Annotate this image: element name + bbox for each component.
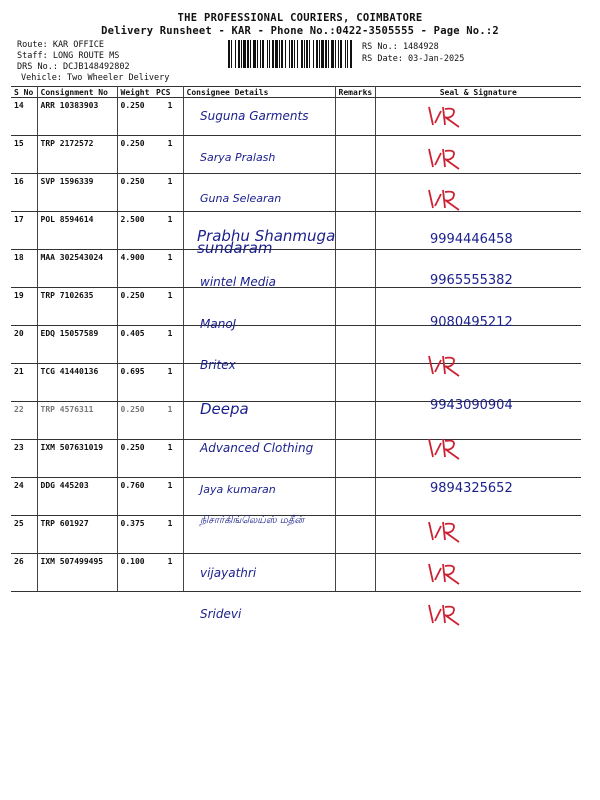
row-sno: 15 [11, 136, 37, 174]
handwritten-consignee: Jaya kumaran [200, 482, 276, 496]
seal-signature [425, 560, 465, 591]
row-pcs: 1 [153, 554, 183, 592]
seal-signature: 9943090904 [430, 397, 513, 413]
signature-scribble-icon [425, 560, 465, 586]
handwritten-consignee: vijayathri [200, 565, 257, 580]
row-weight: 0.250 [117, 402, 153, 440]
rs-date: RS Date: 03-Jan-2025 [362, 54, 465, 64]
row-weight: 0.375 [117, 516, 153, 554]
row-pcs: 1 [153, 516, 183, 554]
row-sno: 17 [11, 212, 37, 250]
seal-signature [425, 435, 465, 466]
row-weight: 0.695 [117, 364, 153, 402]
row-sno: 22 [11, 402, 37, 440]
col-header-weight: Weight [117, 87, 153, 98]
row-sno: 23 [11, 440, 37, 478]
route-label: Route: KAR OFFICE [17, 40, 104, 50]
handwritten-consignee: Britex [200, 358, 236, 372]
row-pcs: 1 [153, 326, 183, 364]
handwritten-consignee: Prabhu Shanmuga sundaram [197, 226, 336, 257]
seal-signature [425, 518, 465, 549]
row-consignment-no: TRP 601927 [37, 516, 117, 554]
handwritten-consignee: Deepa [200, 399, 249, 418]
row-weight: 0.250 [117, 288, 153, 326]
row-consignment-no: EDQ 15057589 [37, 326, 117, 364]
row-sno: 26 [11, 554, 37, 592]
signature-scribble-icon [425, 601, 465, 627]
row-sno: 16 [11, 174, 37, 212]
row-pcs: 1 [153, 478, 183, 516]
row-weight: 0.100 [117, 554, 153, 592]
col-header-consignment: Consignment No [37, 87, 117, 98]
signature-scribble-icon [425, 103, 465, 129]
signature-scribble-icon [425, 435, 465, 461]
signature-scribble-icon [425, 186, 465, 212]
row-weight: 0.250 [117, 136, 153, 174]
signature-scribble-icon [425, 352, 465, 378]
col-header-consignee: Consignee Details [183, 87, 335, 98]
row-sno: 14 [11, 98, 37, 136]
row-pcs: 1 [153, 288, 183, 326]
row-consignment-no: MAA 302543024 [37, 250, 117, 288]
col-header-remarks: Remarks [335, 87, 375, 98]
row-consignment-no: TRP 2172572 [37, 136, 117, 174]
row-pcs: 1 [153, 402, 183, 440]
handwritten-consignee: நிசார்கிங்லெய்ஸ் மதீன் [200, 515, 305, 526]
signature-scribble-icon [425, 518, 465, 544]
row-pcs: 1 [153, 440, 183, 478]
row-weight: 0.250 [117, 174, 153, 212]
row-consignment-no: SVP 1596339 [37, 174, 117, 212]
handwritten-consignee: Sridevi [200, 607, 242, 621]
seal-signature: 9080495212 [430, 314, 513, 330]
row-weight: 0.405 [117, 326, 153, 364]
row-consignment-no: ARR 10383903 [37, 98, 117, 136]
row-pcs: 1 [153, 136, 183, 174]
row-pcs: 1 [153, 212, 183, 250]
row-weight: 0.250 [117, 98, 153, 136]
row-sno: 18 [11, 250, 37, 288]
staff-label: Staff: LONG ROUTE MS [17, 51, 120, 61]
row-consignment-no: TRP 7102635 [37, 288, 117, 326]
row-consignment-no: POL 8594614 [37, 212, 117, 250]
row-pcs: 1 [153, 174, 183, 212]
row-consignment-no: TRP 4576311 [37, 402, 117, 440]
runsheet-title: Delivery Runsheet - KAR - Phone No.:0422-3505555 - Page No.:2 [101, 25, 499, 37]
col-header-seal: Seal & Signature [375, 87, 581, 98]
seal-signature [425, 352, 465, 383]
seal-signature: 9994446458 [430, 231, 513, 247]
seal-signature [425, 145, 465, 176]
handwritten-consignee: Guna Selearan [200, 192, 282, 205]
seal-signature: 9965555382 [430, 273, 513, 288]
row-consignment-no: IXM 507631019 [37, 440, 117, 478]
signature-scribble-icon [425, 145, 465, 171]
row-consignment-no: DDG 445203 [37, 478, 117, 516]
seal-signature [425, 186, 465, 217]
seal-signature [425, 601, 465, 632]
row-pcs: 1 [153, 364, 183, 402]
seal-signature: 9894325652 [430, 480, 513, 496]
row-sno: 24 [11, 478, 37, 516]
handwritten-consignee: wintel Media [200, 275, 277, 289]
row-weight: 2.500 [117, 212, 153, 250]
handwritten-consignee: Suguna Garments [200, 109, 309, 123]
handwritten-consignee: ManoJ [200, 316, 237, 331]
handwritten-consignee: Advanced Clothing [200, 441, 314, 455]
col-header-sno: S No [11, 87, 37, 98]
rs-number: RS No.: 1484928 [362, 42, 439, 52]
row-weight: 4.900 [117, 250, 153, 288]
row-sno: 19 [11, 288, 37, 326]
drs-number: DRS No.: DCJB148492802 [17, 62, 130, 72]
row-weight: 0.760 [117, 478, 153, 516]
row-consignment-no: TCG 41440136 [37, 364, 117, 402]
row-weight: 0.250 [117, 440, 153, 478]
row-sno: 21 [11, 364, 37, 402]
row-pcs: 1 [153, 98, 183, 136]
col-header-pcs: PCS [153, 87, 183, 98]
row-sno: 20 [11, 326, 37, 364]
handwritten-consignee: Sarya Pralash [200, 150, 276, 164]
row-sno: 25 [11, 516, 37, 554]
seal-signature [425, 103, 465, 134]
company-title: THE PROFESSIONAL COURIERS, COIMBATORE [177, 12, 423, 24]
vehicle-label: Vehicle: Two Wheeler Delivery [21, 73, 170, 83]
row-pcs: 1 [153, 250, 183, 288]
row-consignment-no: IXM 507499495 [37, 554, 117, 592]
